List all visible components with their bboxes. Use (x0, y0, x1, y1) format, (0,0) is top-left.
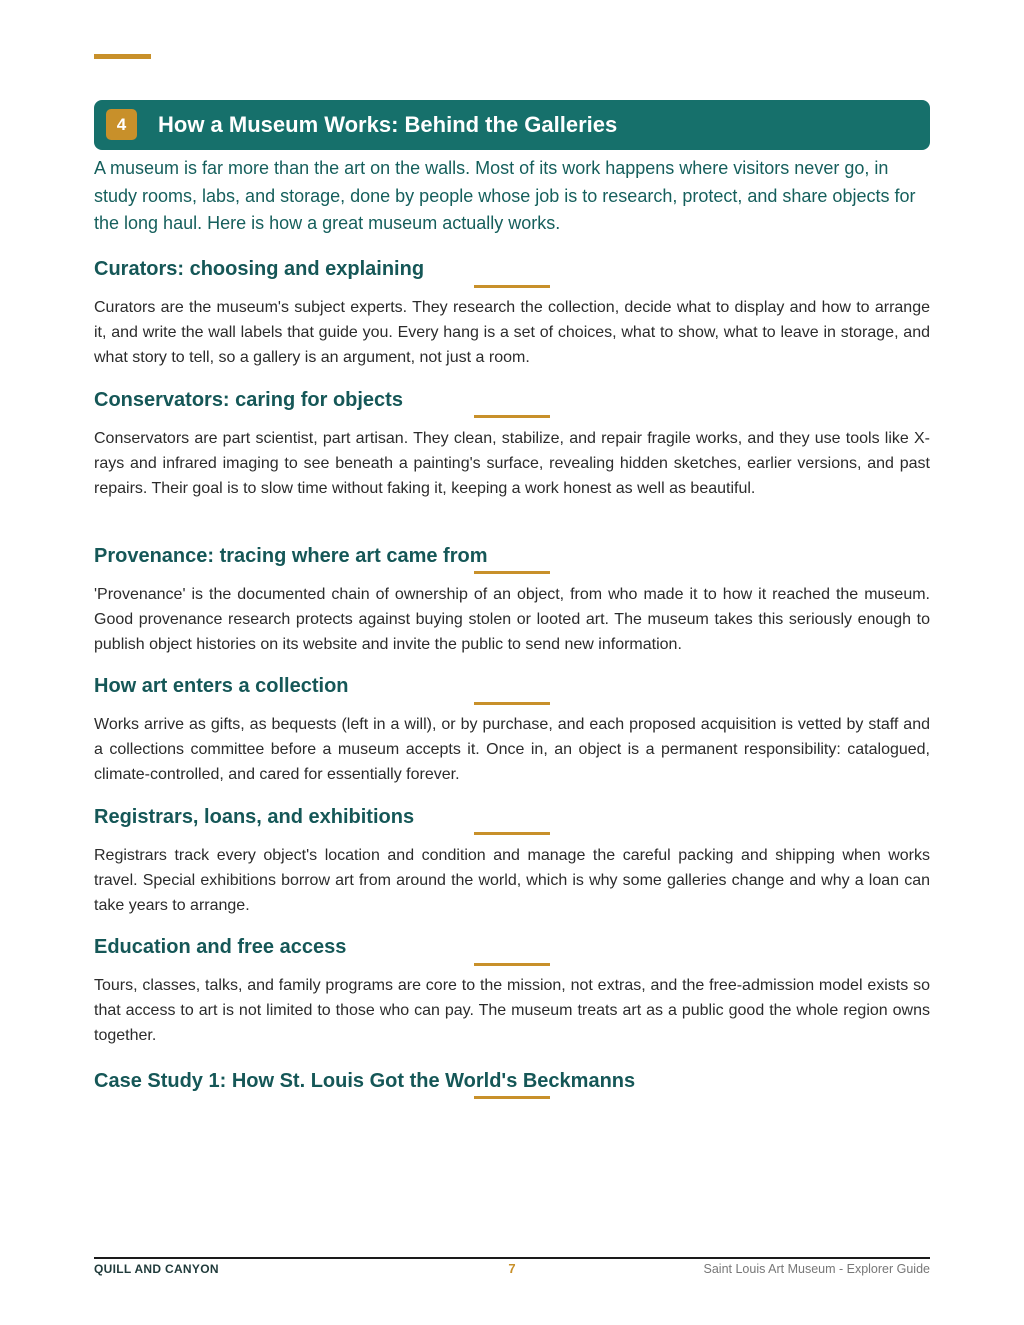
footer-page-number: 7 (508, 1261, 516, 1276)
section-rule (474, 702, 550, 705)
section-body-collection: Works arrive as gifts, as bequests (left in a will), or by purchase, and each proposed acquisition is vetted by staff and a collections committee before a museum accepts it. Once in, an object is a permanent responsibility: catalogued, climate-controlled, and cared for essentially forever. (94, 716, 930, 783)
section-body-education: Tours, classes, talks, and family programs are core to the mission, not extras, and the free-admission model exists so that access to art is not limited to those who can pay. The museum treats art as a public good the whole region owns together. (94, 977, 930, 1044)
section-body-curators: Curators are the museum's subject experts. They research the collection, decide what to display and how to arrange it, and write the wall labels that guide you. Every hang is a set of choices, what to show, what to leave in storage, and what story to tell, so a gallery is an argument, not just a room. (94, 299, 930, 366)
section-body-conservators: Conservators are part scientist, part artisan. They clean, stabilize, and repair fragile works, and they use tools like X-rays and infrared imaging to see beneath a painting's surface, revealing hidden sketches, earlier versions, and past repairs. Their goal is to slow time without faking it, keeping a work honest as well as beautiful. (94, 430, 930, 497)
footer-publisher: QUILL AND CANYON (94, 1262, 219, 1276)
chapter-number-badge: 4 (106, 109, 137, 140)
section-body-provenance: 'Provenance' is the documented chain of ownership of an object, from who made it to how it reached the museum. Good provenance research protects against buying stolen or looted art. The museum takes this seriously enough to publish object histories on its website and invite the public to send new information. (94, 586, 930, 653)
section-heading-conservators: Conservators: caring for objects (94, 389, 403, 411)
chapter-banner (94, 100, 930, 150)
top-accent-rule (94, 54, 151, 59)
section-heading-registrars: Registrars, loans, and exhibitions (94, 806, 415, 828)
section-body-registrars: Registrars track every object's location and condition and manage the careful packing and shipping when works travel. Special exhibitions borrow art from around the world, which is why some galleries change and why a loan can take years to arrange. (94, 847, 930, 914)
section-rule (474, 963, 550, 966)
section-heading-collection: How art enters a collection (94, 675, 349, 697)
section-rule (474, 832, 550, 835)
section-heading-education: Education and free access (94, 936, 347, 958)
section-heading-provenance: Provenance: tracing where art came from (94, 545, 488, 567)
section-rule (474, 571, 550, 574)
footer-divider (94, 1257, 930, 1259)
section-rule (474, 1096, 550, 1099)
intro-paragraph: A museum is far more than the art on the walls. Most of its work happens where visitors never go, in study rooms, labs, and storage, done by people whose job is to research, protect, and share objects for the long haul. Here is how a great museum actually works. (94, 158, 916, 233)
section-heading-curators: Curators: choosing and explaining (94, 258, 425, 280)
section-rule (474, 285, 550, 288)
chapter-title: How a Museum Works: Behind the Galleries (158, 112, 618, 137)
footer-guide-title: Saint Louis Art Museum - Explorer Guide (703, 1262, 930, 1276)
section-rule (474, 415, 550, 418)
case-study-heading: Case Study 1: How St. Louis Got the World's Beckmanns (94, 1070, 636, 1092)
